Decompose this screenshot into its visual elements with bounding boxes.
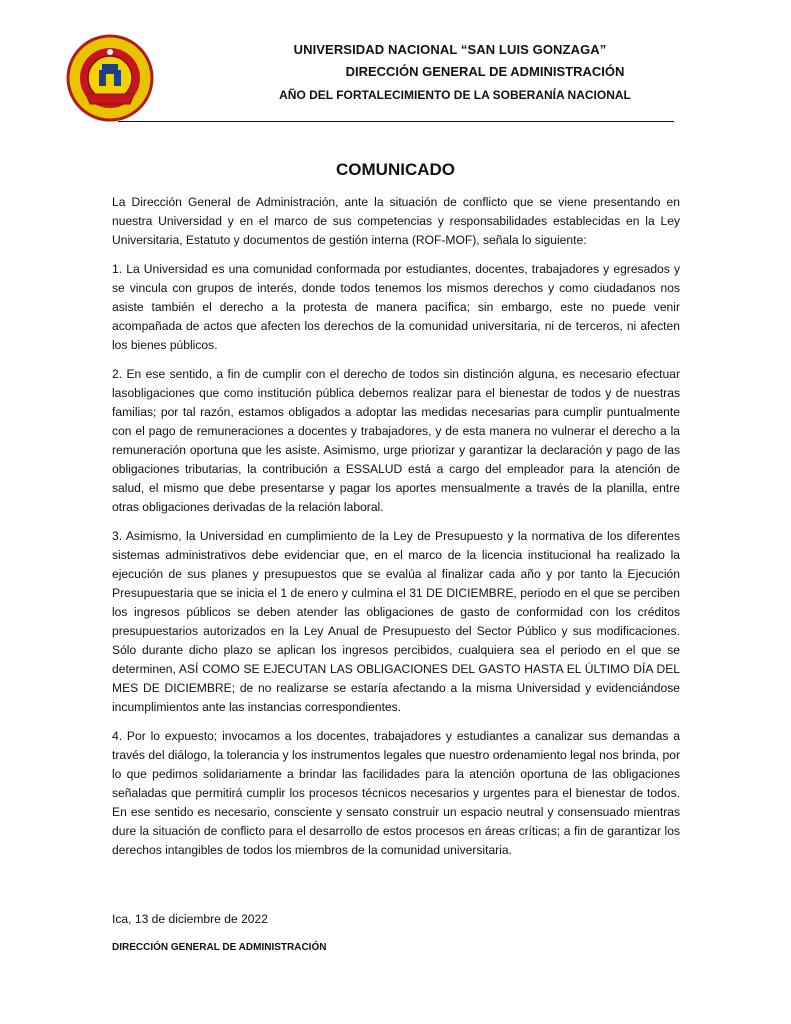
document-title: COMUNICADO [336,160,455,179]
point-paragraph-1: 1. La Universidad es una comunidad conformada por estudiantes, docentes, trabajadores y egresados y se vincula con grupos de interés, donde todos tenemos los mismos derechos y como ciudadanos nos asiste también el derecho a la protesta de manera pacífica; sin embargo, este no puede venir acompañada de actos que afecten los derechos de la comunidad universitaria, ni de terceros, ni afecten los bienes públicos. [112,262,680,352]
point-paragraph-2: 2. En ese sentido, a fin de cumplir con el derecho de todos sin distinción alguna, es necesario efectuar lasobligaciones que como institución pública debemos realizar para el bienestar de todos y de nuestras familias; por tal razón, estamos obligados a adoptar las medidas necesarias para cumplir puntualmente con el pago de remuneraciones a docentes y trabajadores, y de esta manera no vulnerar el derecho a la remuneración oportuna que les asiste. Asimismo, urge priorizar y garantizar la declaración y pago de las obligaciones tributarias, la contribución a ESSALUD está a cargo del empleador para la atención de salud, el mismo que debe presentarse y pagar los aportes mensualmente a través de la planilla, entre otras obligaciones derivadas de la relación laboral. [112,367,680,514]
year-motto: AÑO DEL FORTALECIMIENTO DE LA SOBERANÍA NACIONAL [279,88,631,102]
document-body [112,193,680,870]
intro-paragraph: La Dirección General de Administración, ante la situación de conflicto que se viene presentando en nuestra Universidad y en el marco de sus competencias y responsabilidades establecidas en la Ley Universitaria, Estatuto y documentos de gestión interna (ROF-MOF), señala lo siguiente: [112,195,680,247]
point-paragraph-4: 4. Por lo expuesto; invocamos a los docentes, trabajadores y estudiantes a canalizar sus demandas a través del diálogo, la tolerancia y los instrumentos legales que nuestro ordenamiento legal nos brinda, por lo que pedimos solidariamente a brindar las facilidades para la atención oportuna de las obligaciones señaladas que permitirá cumplir los procesos técnicos necesarios y urgentes para el bienestar de todos. En ese sentido es necesario, consciente y sensato construir un espacio neutral y consensuado mientras dure la situación de conflicto para el desarrollo de estos procesos en áreas críticas; a fin de garantizar los derechos intangibles de todos los miembros de la comunidad universitaria. [112,729,680,857]
header-divider [118,121,674,122]
signature-block: DIRECCIÓN GENERAL DE ADMINISTRACIÓN [112,942,327,953]
date-line: Ica, 13 de diciembre de 2022 [112,912,268,926]
letterhead [160,42,770,102]
department-name: DIRECCIÓN GENERAL DE ADMINISTRACIÓN [345,64,625,79]
point-paragraph-3: 3. Asimismo, la Universidad en cumplimiento de la Ley de Presupuesto y la normativa de los diferentes sistemas administrativos debe evidenciar que, en el marco de la licencia institucional ha realizado la ejecución de sus planes y presupuestos que se evalúa al finalizar cada año y por tanto la Ejecución Presupuestaria que se inicia el 1 de enero y culmina el 31 DE DICIEMBRE, periodo en el que se perciben los ingresos públicos se deben atender las obligaciones de gasto de conformidad con los créditos presupuestarios autorizados en la Ley Anual de Presupuesto del Sector Público y sus modificaciones. Sólo durante dicho plazo se aplican los ingresos percibidos, cualquiera sea el periodo en el que se determinen, ASÍ COMO SE EJECUTAN LAS OBLIGACIONES DEL GASTO HASTA EL ÚLTIMO DÍA DEL MES DE DICIEMBRE; de no realizarse se estaría afectando a la misma Universidad y evidenciándose incumplimientos ante las instancias correspondientes. [112,529,680,714]
university-name: UNIVERSIDAD NACIONAL “SAN LUIS GONZAGA” [293,42,607,57]
